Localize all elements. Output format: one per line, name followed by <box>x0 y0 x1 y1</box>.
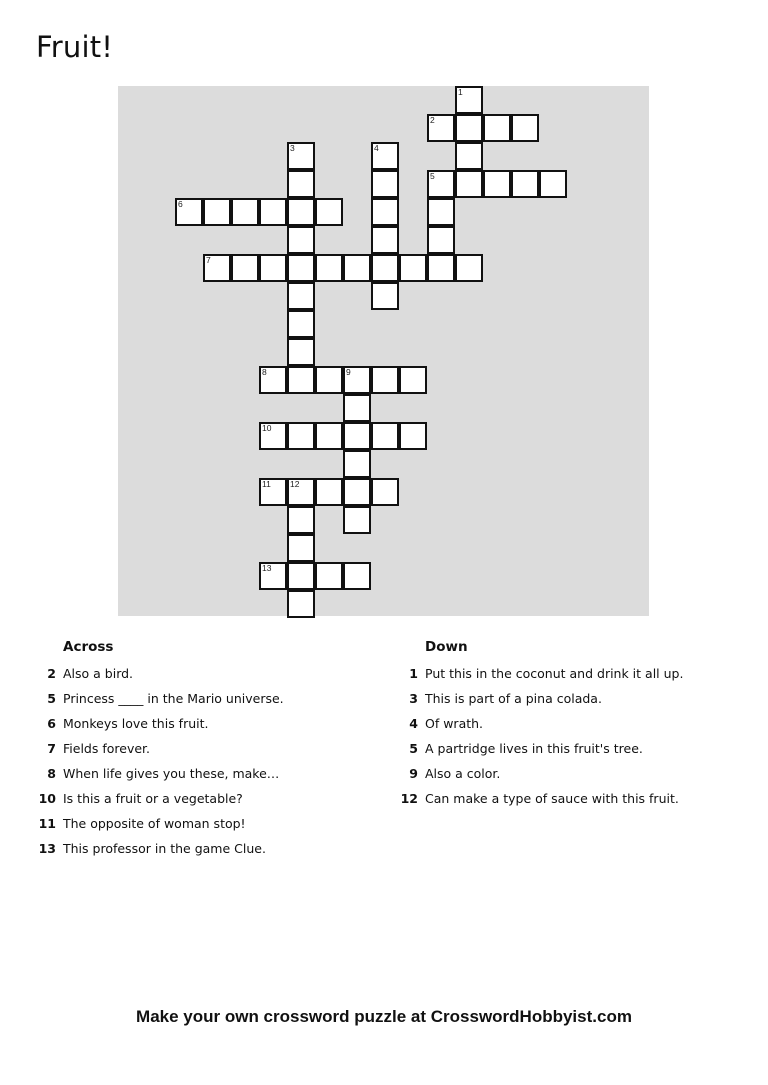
crossword-cell[interactable] <box>427 170 455 198</box>
clue-number-label: 10 <box>262 423 272 433</box>
crossword-cell[interactable] <box>399 254 427 282</box>
across-clue-list <box>30 661 360 861</box>
clue-text: The opposite of woman stop! <box>63 816 246 831</box>
crossword-cell[interactable] <box>315 366 343 394</box>
clue-number: 4 <box>409 716 418 731</box>
crossword-cell[interactable] <box>287 422 315 450</box>
crossword-cell[interactable] <box>175 198 203 226</box>
clue-text: Princess ____ in the Mario universe. <box>63 691 284 706</box>
across-clue <box>30 736 360 761</box>
clue-number: 5 <box>409 741 418 756</box>
crossword-cell[interactable] <box>287 338 315 366</box>
crossword-cell[interactable] <box>287 506 315 534</box>
clue-number: 7 <box>47 741 56 756</box>
crossword-cell[interactable] <box>343 562 371 590</box>
across-heading: Across <box>63 639 114 655</box>
down-clue <box>392 711 732 736</box>
crossword-cell[interactable] <box>343 254 371 282</box>
down-clues <box>392 636 732 811</box>
down-clue <box>392 786 732 811</box>
crossword-cell[interactable] <box>371 254 399 282</box>
down-clue <box>392 661 732 686</box>
clue-number: 6 <box>47 716 56 731</box>
clue-number-label: 5 <box>430 171 435 181</box>
clue-number: 1 <box>409 666 418 681</box>
crossword-cell[interactable] <box>427 198 455 226</box>
clue-number-label: 1 <box>458 87 463 97</box>
across-clue <box>30 786 360 811</box>
clue-text: Can make a type of sauce with this fruit. <box>425 791 679 806</box>
crossword-cell[interactable] <box>231 254 259 282</box>
across-clue <box>30 761 360 786</box>
clue-text: Fields forever. <box>63 741 150 756</box>
clue-text: This is part of a pina colada. <box>425 691 602 706</box>
clue-number: 9 <box>409 766 418 781</box>
across-clues <box>30 636 360 861</box>
crossword-cell[interactable] <box>455 114 483 142</box>
crossword-cell[interactable] <box>371 282 399 310</box>
crossword-cell[interactable] <box>483 114 511 142</box>
clue-number-label: 8 <box>262 367 267 377</box>
crossword-grid <box>118 86 649 616</box>
clue-number-label: 9 <box>346 367 351 377</box>
crossword-cell[interactable] <box>343 450 371 478</box>
crossword-cell[interactable] <box>287 366 315 394</box>
crossword-cell[interactable] <box>315 562 343 590</box>
crossword-cell[interactable] <box>259 254 287 282</box>
crossword-cell[interactable] <box>455 254 483 282</box>
clue-number-label: 2 <box>430 115 435 125</box>
down-clue <box>392 736 732 761</box>
footer-credit: Make your own crossword puzzle at CrosswordHobbyist.com <box>136 1007 632 1026</box>
crossword-cell[interactable] <box>511 170 539 198</box>
crossword-cell[interactable] <box>343 478 371 506</box>
crossword-cell[interactable] <box>287 478 315 506</box>
crossword-cell[interactable] <box>203 254 231 282</box>
crossword-cell[interactable] <box>511 114 539 142</box>
crossword-cell[interactable] <box>343 394 371 422</box>
crossword-cell[interactable] <box>287 170 315 198</box>
across-clue <box>30 836 360 861</box>
clue-number: 8 <box>47 766 56 781</box>
clue-text: Monkeys love this fruit. <box>63 716 209 731</box>
clue-text: Of wrath. <box>425 716 484 731</box>
crossword-cell[interactable] <box>259 562 287 590</box>
crossword-cell[interactable] <box>287 534 315 562</box>
crossword-cell[interactable] <box>371 422 399 450</box>
clue-number: 10 <box>38 791 56 806</box>
crossword-cell[interactable] <box>455 170 483 198</box>
crossword-cell[interactable] <box>315 254 343 282</box>
crossword-cell[interactable] <box>399 422 427 450</box>
clue-number-label: 12 <box>290 479 300 489</box>
crossword-cell[interactable] <box>399 366 427 394</box>
clue-number-label: 3 <box>290 143 295 153</box>
crossword-cell[interactable] <box>259 198 287 226</box>
crossword-cell[interactable] <box>231 198 259 226</box>
clue-text: Is this a fruit or a vegetable? <box>63 791 243 806</box>
crossword-cell[interactable] <box>371 170 399 198</box>
clue-number: 2 <box>47 666 56 681</box>
crossword-cell[interactable] <box>343 506 371 534</box>
crossword-cell[interactable] <box>371 198 399 226</box>
clue-text: A partridge lives in this fruit's tree. <box>425 741 643 756</box>
crossword-cell[interactable] <box>343 422 371 450</box>
across-clue <box>30 811 360 836</box>
crossword-cell[interactable] <box>371 478 399 506</box>
crossword-cell[interactable] <box>315 198 343 226</box>
across-clue <box>30 661 360 686</box>
crossword-cell[interactable] <box>427 254 455 282</box>
down-clue <box>392 686 732 711</box>
crossword-cell[interactable] <box>315 422 343 450</box>
clue-number-label: 4 <box>374 143 379 153</box>
down-clue-list <box>392 661 732 811</box>
clue-number: 5 <box>47 691 56 706</box>
clue-number-label: 11 <box>262 479 271 489</box>
crossword-cell[interactable] <box>427 114 455 142</box>
across-clue <box>30 711 360 736</box>
crossword-cell[interactable] <box>539 170 567 198</box>
crossword-cell[interactable] <box>287 226 315 254</box>
across-clue <box>30 686 360 711</box>
clue-number-label: 13 <box>262 563 272 573</box>
down-heading: Down <box>425 639 468 655</box>
crossword-cell[interactable] <box>343 366 371 394</box>
clue-number-label: 7 <box>206 255 211 265</box>
crossword-cell[interactable] <box>259 422 287 450</box>
crossword-cell[interactable] <box>287 254 315 282</box>
clue-text: This professor in the game Clue. <box>63 841 266 856</box>
crossword-cell[interactable] <box>371 226 399 254</box>
clue-number-label: 6 <box>178 199 183 209</box>
crossword-cell[interactable] <box>203 198 231 226</box>
crossword-cell[interactable] <box>259 366 287 394</box>
crossword-cell[interactable] <box>455 86 483 114</box>
crossword-cell[interactable] <box>259 478 287 506</box>
crossword-cell[interactable] <box>371 142 399 170</box>
crossword-cell[interactable] <box>287 310 315 338</box>
clue-number: 3 <box>409 691 418 706</box>
crossword-cell[interactable] <box>315 478 343 506</box>
crossword-cell[interactable] <box>427 226 455 254</box>
clue-text: Also a bird. <box>63 666 134 681</box>
clue-number: 13 <box>38 841 56 856</box>
crossword-cell[interactable] <box>483 170 511 198</box>
puzzle-title: Fruit! <box>36 30 114 64</box>
clue-text: Put this in the coconut and drink it all up. <box>425 666 684 681</box>
clue-text: Also a color. <box>425 766 501 781</box>
crossword-cell[interactable] <box>287 198 315 226</box>
crossword-cell[interactable] <box>287 590 315 618</box>
crossword-cell[interactable] <box>371 366 399 394</box>
crossword-cell[interactable] <box>287 142 315 170</box>
clue-number: 12 <box>400 791 418 806</box>
clue-number: 11 <box>38 816 56 831</box>
crossword-cell[interactable] <box>287 562 315 590</box>
down-clue <box>392 761 732 786</box>
clue-text: When life gives you these, make… <box>63 766 280 781</box>
crossword-cell[interactable] <box>287 282 315 310</box>
crossword-cell[interactable] <box>455 142 483 170</box>
